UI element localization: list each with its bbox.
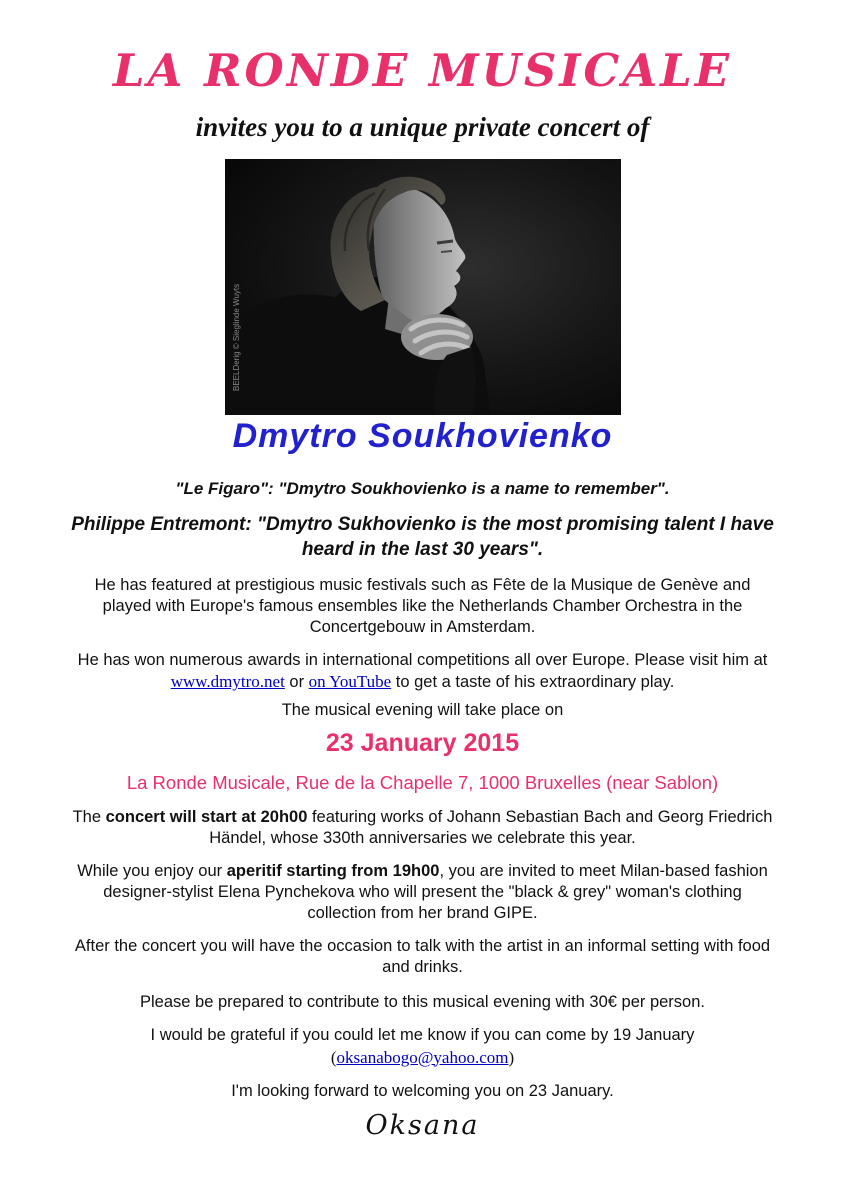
rsvp-paren-close: )	[508, 1047, 515, 1067]
aperitif-text-post: , you are invited to meet Milan-based fashion designer-stylist Elena Pynchekova who will present the "black & grey" woman's clothing collection from her brand GIPE.	[103, 861, 768, 922]
aperitif-text-pre: While you enjoy our	[77, 861, 227, 880]
after-concert-paragraph: After the concert you will have the occasion to talk with the artist in an informal setting with food and drinks.	[74, 937, 771, 977]
event-venue: La Ronde Musicale, Rue de la Chapelle 7, 1000 Bruxelles (near Sablon)	[126, 772, 719, 794]
awards-text-or: or	[284, 673, 309, 692]
contribution-paragraph: Please be prepared to contribute to this musical evening with 30€ per person.	[139, 993, 705, 1012]
aperitif-time-bold: aperitif starting from 19h00	[226, 861, 440, 880]
signature: Oksana	[365, 1109, 480, 1141]
artist-name: Dmytro Soukhovienko	[232, 417, 613, 456]
festivals-paragraph: He has featured at prestigious music festivals such as Fête de la Musique de Genève and played with Europe's famous ensembles like the Netherlands Chamber Orchestra in the Concertgebouw in Amsterdam.	[94, 575, 751, 637]
concert-time-bold: concert will start at 20h00	[105, 807, 308, 826]
evening-intro: The musical evening will take place on	[281, 701, 564, 720]
photo-credit: BEELDerig © Sieglinde Wuyts	[231, 284, 241, 392]
rsvp-paragraph	[73, 1025, 773, 1068]
aperitif-paragraph	[73, 861, 773, 924]
rsvp-email-link[interactable]: oksanabogo@yahoo.com	[336, 1047, 509, 1067]
awards-text-pre: He has won numerous awards in international competitions all over Europe. Please visit him at	[77, 651, 768, 670]
closing-line: I'm looking forward to welcoming you on 23 January.	[231, 1081, 614, 1100]
figaro-quote: "Le Figaro": "Dmytro Soukhovienko is a name to remember".	[175, 479, 670, 499]
concert-text-pre: The	[72, 807, 106, 826]
artist-photo	[225, 159, 621, 415]
awards-text-post: to get a taste of his extraordinary play.	[391, 673, 675, 692]
eye	[441, 251, 452, 252]
eyebrow	[437, 241, 453, 243]
concert-start-paragraph	[73, 807, 773, 849]
entremont-quote: Philippe Entremont: "Dmytro Sukhovienko is the most promising talent I have heard in the last 30 years".	[71, 514, 774, 561]
invitation-subtitle: invites you to a unique private concert of	[195, 111, 650, 142]
awards-paragraph	[73, 650, 773, 693]
concert-text-post: featuring works of Johann Sebastian Bach and Georg Friedrich Händel, whose 330th anniversaries we celebrate this year.	[209, 807, 773, 847]
youtube-link[interactable]: on YouTube	[308, 672, 392, 692]
dmytro-website-link[interactable]: www.dmytro.net	[170, 672, 285, 692]
page-title: LA RONDE MUSICALE	[112, 44, 733, 97]
event-date: 23 January 2015	[325, 729, 520, 758]
rsvp-text: I would be grateful if you could let me know if you can come by 19 January	[150, 1026, 695, 1045]
rsvp-paren-open: (	[330, 1047, 337, 1067]
artist-photo-illustration	[225, 159, 621, 415]
